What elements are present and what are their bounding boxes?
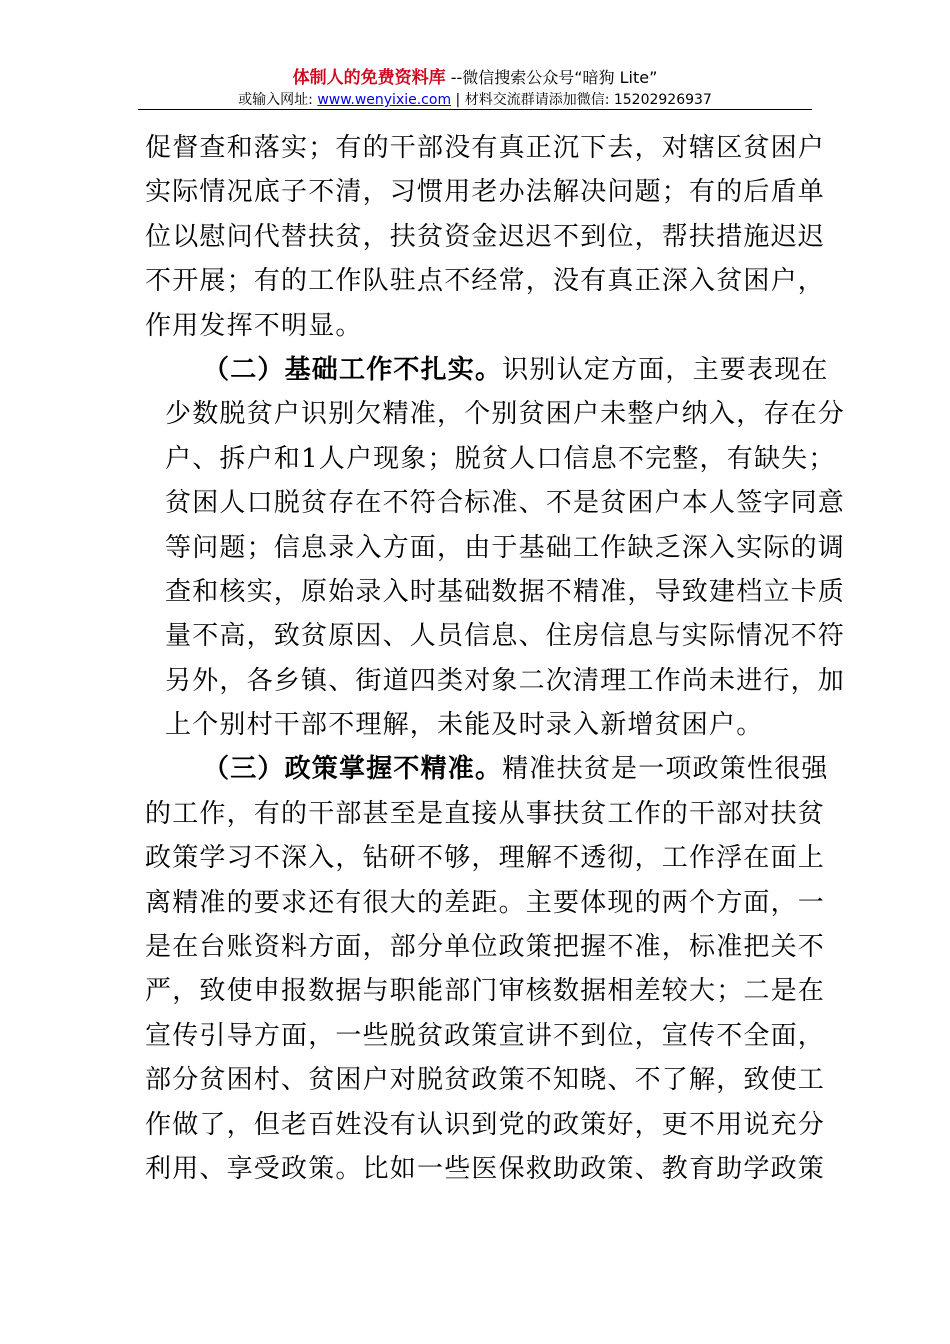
text-line: 实际情况底子不清，习惯用老办法解决问题；有的后盾单 [145, 177, 826, 208]
text-line: 另外，各乡镇、街道四类对象二次清理工作尚未进行，加 [165, 665, 846, 696]
text-line: 政策学习不深入，钻研不够，理解不透彻，工作浮在面上 [145, 843, 826, 874]
text-line: 宣传引导方面，一些脱贫政策宣讲不到位，宣传不全面， [145, 1020, 826, 1051]
header-line-2 [0, 90, 950, 110]
text-line: 户、拆户和1人户现象；脱贫人口信息不完整，有缺失； [165, 443, 836, 474]
document-body [145, 126, 846, 1191]
text-line: 离精准的要求还有很大的差距。主要体现的两个方面，一 [145, 887, 826, 918]
section-first-line [145, 747, 829, 791]
text-line: 部分贫困村、贫困户对脱贫政策不知晓、不了解，致使工 [145, 1065, 826, 1096]
text-line: 等问题；信息录入方面，由于基础工作缺乏深入实际的调 [165, 532, 846, 563]
paragraph-2 [145, 348, 846, 748]
text-line: 作用发挥不明显。 [145, 310, 363, 341]
paragraph-3 [145, 747, 829, 1191]
text-line: 不开展；有的工作队驻点不经常，没有真正深入贫困户， [145, 266, 826, 297]
page-header [0, 68, 950, 110]
section-heading-2: （二）基础工作不扎实。 [203, 354, 503, 385]
wechat-hint: --微信搜索公众号“暗狗 Lite” [450, 68, 658, 87]
paragraph-1 [145, 126, 826, 348]
header-divider [138, 109, 812, 110]
section-heading-3: （三）政策掌握不精准。 [203, 754, 503, 785]
text-line: 贫困人口脱贫存在不符合标准、不是贫困户本人签字同意 [165, 488, 846, 519]
contact-info: | 材料交流群请添加微信: 15202926937 [451, 92, 712, 108]
text-line: 作做了，但老百姓没有认识到党的政策好，更不用说充分 [145, 1109, 826, 1140]
website-link[interactable]: www.wenyixie.com [317, 92, 452, 108]
text-line: 上个别村干部不理解，未能及时录入新增贫困户。 [165, 710, 764, 741]
text-line: 的工作，有的干部甚至是直接从事扶贫工作的干部对扶贫 [145, 798, 826, 829]
section-first-line [145, 348, 829, 392]
text-line: 位以慰问代替扶贫，扶贫资金迟迟不到位，帮扶措施迟迟 [145, 221, 826, 252]
brand-title: 体制人的免费资料库 [292, 68, 446, 88]
url-prefix: 或输入网址: [238, 92, 318, 108]
text-line: 少数脱贫户识别欠精准，个别贫困户未整户纳入，存在分 [165, 399, 846, 430]
text-run: 精准扶贫是一项政策性很强 [502, 754, 829, 785]
text-line: 利用、享受政策。比如一些医保救助政策、教育助学政策 [145, 1153, 826, 1184]
text-line: 量不高，致贫原因、人员信息、住房信息与实际情况不符 [165, 621, 846, 652]
text-line: 促督查和落实；有的干部没有真正沉下去，对辖区贫困户 [145, 133, 826, 163]
text-line: 严，致使申报数据与职能部门审核数据相差较大；二是在 [145, 976, 826, 1007]
header-line-1 [0, 68, 950, 88]
text-run: 识别认定方面，主要表现在 [502, 354, 829, 385]
text-line: 查和核实，原始录入时基础数据不精准，导致建档立卡质 [165, 576, 846, 607]
text-line: 是在台账资料方面，部分单位政策把握不准，标准把关不 [145, 932, 826, 963]
